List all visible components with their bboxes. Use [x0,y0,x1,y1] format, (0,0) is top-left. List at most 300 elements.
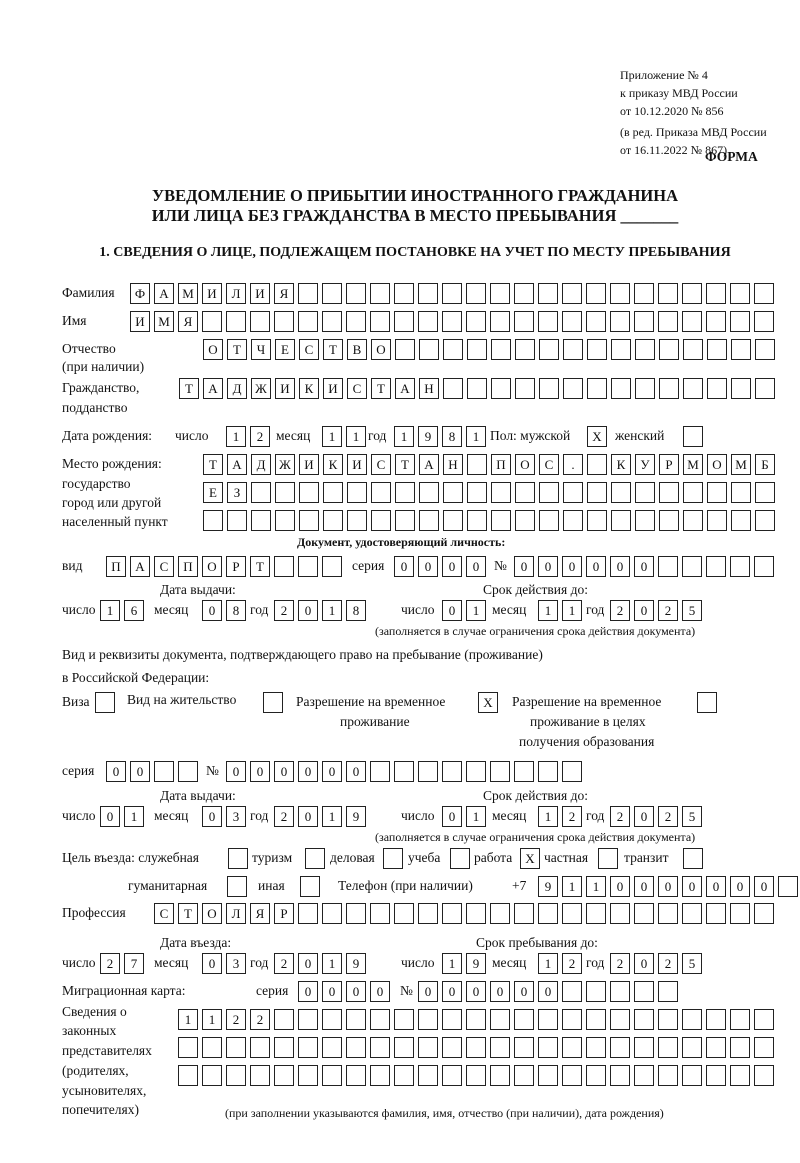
profession-box[interactable] [658,903,678,924]
id-issue-day-box[interactable]: 1 [100,600,120,621]
reps-3-box[interactable] [346,1065,366,1086]
birthplace-3-box[interactable] [275,510,295,531]
id-kind-box[interactable]: С [154,556,174,577]
profession-box[interactable] [514,903,534,924]
phone-box[interactable]: 1 [586,876,606,897]
mc-number-box[interactable]: 0 [418,981,438,1002]
birthplace-3-box[interactable] [683,510,703,531]
name-box[interactable] [706,311,726,332]
profession-box[interactable] [754,903,774,924]
name-box[interactable] [490,311,510,332]
citizenship-box[interactable] [707,378,727,399]
mc-series-box[interactable]: 0 [298,981,318,1002]
reps-2-box[interactable] [706,1037,726,1058]
profession-box[interactable]: О [202,903,222,924]
birthplace-3-box[interactable] [419,510,439,531]
citizenship-box[interactable] [611,378,631,399]
doc-number-box[interactable] [394,761,414,782]
surname-box[interactable]: Л [226,283,246,304]
stay-day-box[interactable]: 1 [442,953,462,974]
doc-number-box[interactable]: 0 [322,761,342,782]
reps-1-box[interactable] [730,1009,750,1030]
id-number-box[interactable]: 0 [634,556,654,577]
profession-box[interactable]: Л [226,903,246,924]
id-number-box[interactable] [706,556,726,577]
patronymic-box[interactable] [467,339,487,360]
p-tourism-box[interactable] [305,848,325,869]
reps-2-box[interactable] [466,1037,486,1058]
id-valid-year-box[interactable]: 2 [610,600,630,621]
name-box[interactable] [322,311,342,332]
doc-residence-box[interactable] [263,692,283,713]
profession-box[interactable] [298,903,318,924]
reps-3-box[interactable] [274,1065,294,1086]
stay-year-box[interactable]: 0 [634,953,654,974]
reps-1-box[interactable] [370,1009,390,1030]
p-private-box[interactable] [598,848,618,869]
mc-number-box[interactable]: 0 [514,981,534,1002]
birthplace-2-box[interactable] [347,482,367,503]
doc-series-box[interactable]: 0 [106,761,126,782]
profession-box[interactable] [562,903,582,924]
id-number-box[interactable] [682,556,702,577]
birthplace-3-box[interactable] [491,510,511,531]
reps-1-box[interactable] [706,1009,726,1030]
surname-box[interactable] [538,283,558,304]
citizenship-box[interactable] [443,378,463,399]
surname-box[interactable] [394,283,414,304]
reps-1-box[interactable] [634,1009,654,1030]
profession-box[interactable]: Р [274,903,294,924]
reps-1-box[interactable] [394,1009,414,1030]
surname-box[interactable] [730,283,750,304]
name-box[interactable] [658,311,678,332]
birthplace-1-box[interactable]: И [347,454,367,475]
doc-number-box[interactable] [562,761,582,782]
reps-3-box[interactable] [226,1065,246,1086]
reps-2-box[interactable] [754,1037,774,1058]
entry-year-box[interactable]: 0 [298,953,318,974]
surname-box[interactable] [514,283,534,304]
id-kind-box[interactable] [298,556,318,577]
id-valid-year-box[interactable]: 2 [658,600,678,621]
reps-2-box[interactable] [178,1037,198,1058]
sex-female-box[interactable] [683,426,703,447]
profession-box[interactable]: Я [250,903,270,924]
birthplace-3-box[interactable] [467,510,487,531]
id-kind-box[interactable]: О [202,556,222,577]
doc-valid-day-box[interactable]: 1 [466,806,486,827]
surname-box[interactable] [322,283,342,304]
name-box[interactable] [250,311,270,332]
reps-2-box[interactable] [346,1037,366,1058]
phone-box[interactable]: 0 [610,876,630,897]
reps-2-box[interactable] [490,1037,510,1058]
reps-2-box[interactable] [226,1037,246,1058]
mc-number-box[interactable]: 0 [490,981,510,1002]
citizenship-box[interactable]: А [203,378,223,399]
citizenship-box[interactable]: Д [227,378,247,399]
reps-3-box[interactable] [634,1065,654,1086]
birthplace-1-box[interactable]: М [683,454,703,475]
patronymic-box[interactable] [443,339,463,360]
doc-number-box[interactable] [538,761,558,782]
surname-box[interactable] [298,283,318,304]
birthplace-2-box[interactable] [515,482,535,503]
patronymic-box[interactable] [515,339,535,360]
id-issue-year-box[interactable]: 0 [298,600,318,621]
reps-3-box[interactable] [538,1065,558,1086]
reps-3-box[interactable] [322,1065,342,1086]
birthplace-1-box[interactable]: . [563,454,583,475]
doc-issue-year-box[interactable]: 2 [274,806,294,827]
birthplace-1-box[interactable]: Д [251,454,271,475]
reps-1-box[interactable] [466,1009,486,1030]
doc-trp-box[interactable]: X [478,692,498,713]
reps-2-box[interactable] [538,1037,558,1058]
birthplace-2-box[interactable] [299,482,319,503]
birthplace-1-box[interactable]: И [299,454,319,475]
patronymic-box[interactable]: Е [275,339,295,360]
birthplace-1-box[interactable] [467,454,487,475]
doc-visa-box[interactable] [95,692,115,713]
profession-box[interactable] [538,903,558,924]
surname-box[interactable] [658,283,678,304]
birthplace-1-box[interactable]: У [635,454,655,475]
reps-1-box[interactable] [418,1009,438,1030]
birthplace-2-box[interactable]: Е [203,482,223,503]
birthplace-3-box[interactable] [443,510,463,531]
reps-3-box[interactable] [586,1065,606,1086]
surname-box[interactable]: М [178,283,198,304]
patronymic-box[interactable] [419,339,439,360]
reps-1-box[interactable] [274,1009,294,1030]
citizenship-box[interactable] [635,378,655,399]
name-box[interactable]: И [130,311,150,332]
id-kind-box[interactable]: А [130,556,150,577]
reps-1-box[interactable] [682,1009,702,1030]
reps-1-box[interactable] [442,1009,462,1030]
patronymic-box[interactable] [491,339,511,360]
reps-3-box[interactable] [706,1065,726,1086]
stay-month-box[interactable]: 2 [562,953,582,974]
birthplace-2-box[interactable] [539,482,559,503]
birthplace-2-box[interactable] [707,482,727,503]
birth-day-box[interactable]: 1 [226,426,246,447]
birthplace-2-box[interactable] [659,482,679,503]
citizenship-box[interactable]: Т [179,378,199,399]
citizenship-box[interactable] [539,378,559,399]
patronymic-box[interactable]: О [203,339,223,360]
doc-number-box[interactable]: 0 [250,761,270,782]
birthplace-2-box[interactable] [395,482,415,503]
birthplace-2-box[interactable]: З [227,482,247,503]
profession-box[interactable] [442,903,462,924]
profession-box[interactable]: С [154,903,174,924]
name-box[interactable] [466,311,486,332]
doc-issue-month-box[interactable]: 0 [202,806,222,827]
birthplace-2-box[interactable] [467,482,487,503]
reps-3-box[interactable] [370,1065,390,1086]
mc-number-box[interactable] [634,981,654,1002]
doc-number-box[interactable] [370,761,390,782]
entry-month-box[interactable]: 0 [202,953,222,974]
surname-box[interactable]: Ф [130,283,150,304]
reps-3-box[interactable] [730,1065,750,1086]
doc-issue-day-box[interactable]: 0 [100,806,120,827]
birthplace-2-box[interactable] [275,482,295,503]
p-work-box[interactable]: X [520,848,540,869]
reps-1-box[interactable] [754,1009,774,1030]
reps-3-box[interactable] [394,1065,414,1086]
patronymic-box[interactable] [563,339,583,360]
citizenship-box[interactable]: С [347,378,367,399]
reps-1-box[interactable] [586,1009,606,1030]
citizenship-box[interactable] [515,378,535,399]
reps-1-box[interactable] [562,1009,582,1030]
surname-box[interactable]: И [202,283,222,304]
birthplace-2-box[interactable] [587,482,607,503]
birthplace-2-box[interactable] [371,482,391,503]
name-box[interactable] [370,311,390,332]
reps-2-box[interactable] [202,1037,222,1058]
doc-number-box[interactable] [514,761,534,782]
birthplace-1-box[interactable]: О [707,454,727,475]
doc-number-box[interactable] [418,761,438,782]
reps-2-box[interactable] [298,1037,318,1058]
birthplace-3-box[interactable] [539,510,559,531]
mc-number-box[interactable] [610,981,630,1002]
id-series-box[interactable]: 0 [394,556,414,577]
birthplace-3-box[interactable] [371,510,391,531]
id-issue-year-box[interactable]: 2 [274,600,294,621]
name-box[interactable] [586,311,606,332]
doc-number-box[interactable]: 0 [346,761,366,782]
reps-1-box[interactable]: 1 [202,1009,222,1030]
stay-day-box[interactable]: 9 [466,953,486,974]
patronymic-box[interactable] [587,339,607,360]
doc-number-box[interactable]: 0 [274,761,294,782]
entry-year-box[interactable]: 2 [274,953,294,974]
reps-1-box[interactable] [490,1009,510,1030]
birthplace-2-box[interactable] [635,482,655,503]
doc-valid-month-box[interactable]: 2 [562,806,582,827]
doc-valid-day-box[interactable]: 0 [442,806,462,827]
id-kind-box[interactable]: П [178,556,198,577]
id-series-box[interactable]: 0 [466,556,486,577]
birthplace-1-box[interactable]: К [611,454,631,475]
name-box[interactable] [202,311,222,332]
reps-2-box[interactable] [610,1037,630,1058]
reps-1-box[interactable] [658,1009,678,1030]
surname-box[interactable] [346,283,366,304]
mc-series-box[interactable]: 0 [322,981,342,1002]
reps-2-box[interactable] [658,1037,678,1058]
reps-2-box[interactable] [442,1037,462,1058]
reps-2-box[interactable] [562,1037,582,1058]
id-kind-box[interactable] [322,556,342,577]
citizenship-box[interactable] [491,378,511,399]
birthplace-1-box[interactable]: Ж [275,454,295,475]
reps-3-box[interactable] [682,1065,702,1086]
id-number-box[interactable]: 0 [514,556,534,577]
doc-valid-year-box[interactable]: 2 [610,806,630,827]
p-humanitarian-box[interactable] [227,876,247,897]
phone-box[interactable]: 0 [754,876,774,897]
birth-year-box[interactable]: 8 [442,426,462,447]
birthplace-2-box[interactable] [251,482,271,503]
name-box[interactable] [442,311,462,332]
reps-2-box[interactable] [394,1037,414,1058]
doc-valid-year-box[interactable]: 2 [658,806,678,827]
birthplace-3-box[interactable] [731,510,751,531]
phone-box[interactable] [778,876,798,897]
patronymic-box[interactable] [611,339,631,360]
name-box[interactable] [274,311,294,332]
birthplace-1-box[interactable]: О [515,454,535,475]
profession-box[interactable] [610,903,630,924]
patronymic-box[interactable] [395,339,415,360]
birthplace-2-box[interactable] [683,482,703,503]
birthplace-1-box[interactable]: Р [659,454,679,475]
id-valid-month-box[interactable]: 1 [562,600,582,621]
id-issue-day-box[interactable]: 6 [124,600,144,621]
reps-3-box[interactable] [418,1065,438,1086]
reps-1-box[interactable] [298,1009,318,1030]
name-box[interactable] [346,311,366,332]
name-box[interactable] [730,311,750,332]
reps-3-box[interactable] [754,1065,774,1086]
profession-box[interactable]: Т [178,903,198,924]
doc-number-box[interactable] [490,761,510,782]
birthplace-1-box[interactable]: М [731,454,751,475]
birth-day-box[interactable]: 2 [250,426,270,447]
profession-box[interactable] [634,903,654,924]
reps-2-box[interactable] [586,1037,606,1058]
id-number-box[interactable]: 0 [562,556,582,577]
doc-issue-day-box[interactable]: 1 [124,806,144,827]
profession-box[interactable] [370,903,390,924]
id-kind-box[interactable]: Т [250,556,270,577]
citizenship-box[interactable] [755,378,775,399]
birthplace-2-box[interactable] [611,482,631,503]
sex-male-box[interactable]: X [587,426,607,447]
patronymic-box[interactable] [539,339,559,360]
name-box[interactable] [298,311,318,332]
entry-year-box[interactable]: 1 [322,953,342,974]
name-box[interactable] [394,311,414,332]
birthplace-1-box[interactable]: К [323,454,343,475]
entry-year-box[interactable]: 9 [346,953,366,974]
profession-box[interactable] [682,903,702,924]
surname-box[interactable] [706,283,726,304]
doc-series-box[interactable]: 0 [130,761,150,782]
p-service-box[interactable] [228,848,248,869]
phone-box[interactable]: 0 [658,876,678,897]
surname-box[interactable] [490,283,510,304]
citizenship-box[interactable]: К [299,378,319,399]
reps-1-box[interactable] [538,1009,558,1030]
profession-box[interactable] [418,903,438,924]
name-box[interactable] [514,311,534,332]
id-valid-year-box[interactable]: 5 [682,600,702,621]
reps-3-box[interactable] [442,1065,462,1086]
name-box[interactable] [610,311,630,332]
patronymic-box[interactable]: С [299,339,319,360]
patronymic-box[interactable] [635,339,655,360]
birthplace-3-box[interactable] [395,510,415,531]
doc-trp-edu-box[interactable] [697,692,717,713]
reps-3-box[interactable] [562,1065,582,1086]
reps-2-box[interactable] [418,1037,438,1058]
id-kind-box[interactable] [274,556,294,577]
birthplace-1-box[interactable]: П [491,454,511,475]
patronymic-box[interactable] [755,339,775,360]
mc-series-box[interactable]: 0 [370,981,390,1002]
mc-number-box[interactable] [562,981,582,1002]
doc-issue-year-box[interactable]: 1 [322,806,342,827]
birthplace-2-box[interactable] [491,482,511,503]
name-box[interactable]: Я [178,311,198,332]
stay-year-box[interactable]: 2 [610,953,630,974]
citizenship-box[interactable]: Т [371,378,391,399]
id-number-box[interactable] [754,556,774,577]
reps-1-box[interactable]: 1 [178,1009,198,1030]
doc-number-box[interactable]: 0 [298,761,318,782]
citizenship-box[interactable]: А [395,378,415,399]
surname-box[interactable] [634,283,654,304]
birthplace-3-box[interactable] [347,510,367,531]
birthplace-1-box[interactable]: С [371,454,391,475]
birthplace-1-box[interactable] [587,454,607,475]
birthplace-1-box[interactable]: Т [203,454,223,475]
reps-3-box[interactable] [514,1065,534,1086]
citizenship-box[interactable] [587,378,607,399]
mc-series-box[interactable]: 0 [346,981,366,1002]
surname-box[interactable] [562,283,582,304]
reps-1-box[interactable]: 2 [226,1009,246,1030]
doc-series-box[interactable] [154,761,174,782]
id-valid-day-box[interactable]: 0 [442,600,462,621]
mc-number-box[interactable]: 0 [442,981,462,1002]
name-box[interactable] [682,311,702,332]
reps-2-box[interactable] [322,1037,342,1058]
patronymic-box[interactable]: Т [227,339,247,360]
phone-box[interactable]: 1 [562,876,582,897]
birth-year-box[interactable]: 1 [394,426,414,447]
patronymic-box[interactable] [683,339,703,360]
reps-2-box[interactable] [634,1037,654,1058]
id-valid-day-box[interactable]: 1 [466,600,486,621]
name-box[interactable] [754,311,774,332]
reps-3-box[interactable] [490,1065,510,1086]
profession-box[interactable] [490,903,510,924]
patronymic-box[interactable] [707,339,727,360]
birthplace-3-box[interactable] [707,510,727,531]
id-kind-box[interactable]: Р [226,556,246,577]
reps-2-box[interactable] [730,1037,750,1058]
mc-number-box[interactable]: 0 [466,981,486,1002]
surname-box[interactable]: Я [274,283,294,304]
surname-box[interactable] [466,283,486,304]
birthplace-3-box[interactable] [251,510,271,531]
mc-number-box[interactable] [586,981,606,1002]
phone-box[interactable]: 0 [634,876,654,897]
id-issue-month-box[interactable]: 8 [226,600,246,621]
birthplace-3-box[interactable] [299,510,319,531]
surname-box[interactable] [754,283,774,304]
profession-box[interactable] [322,903,342,924]
